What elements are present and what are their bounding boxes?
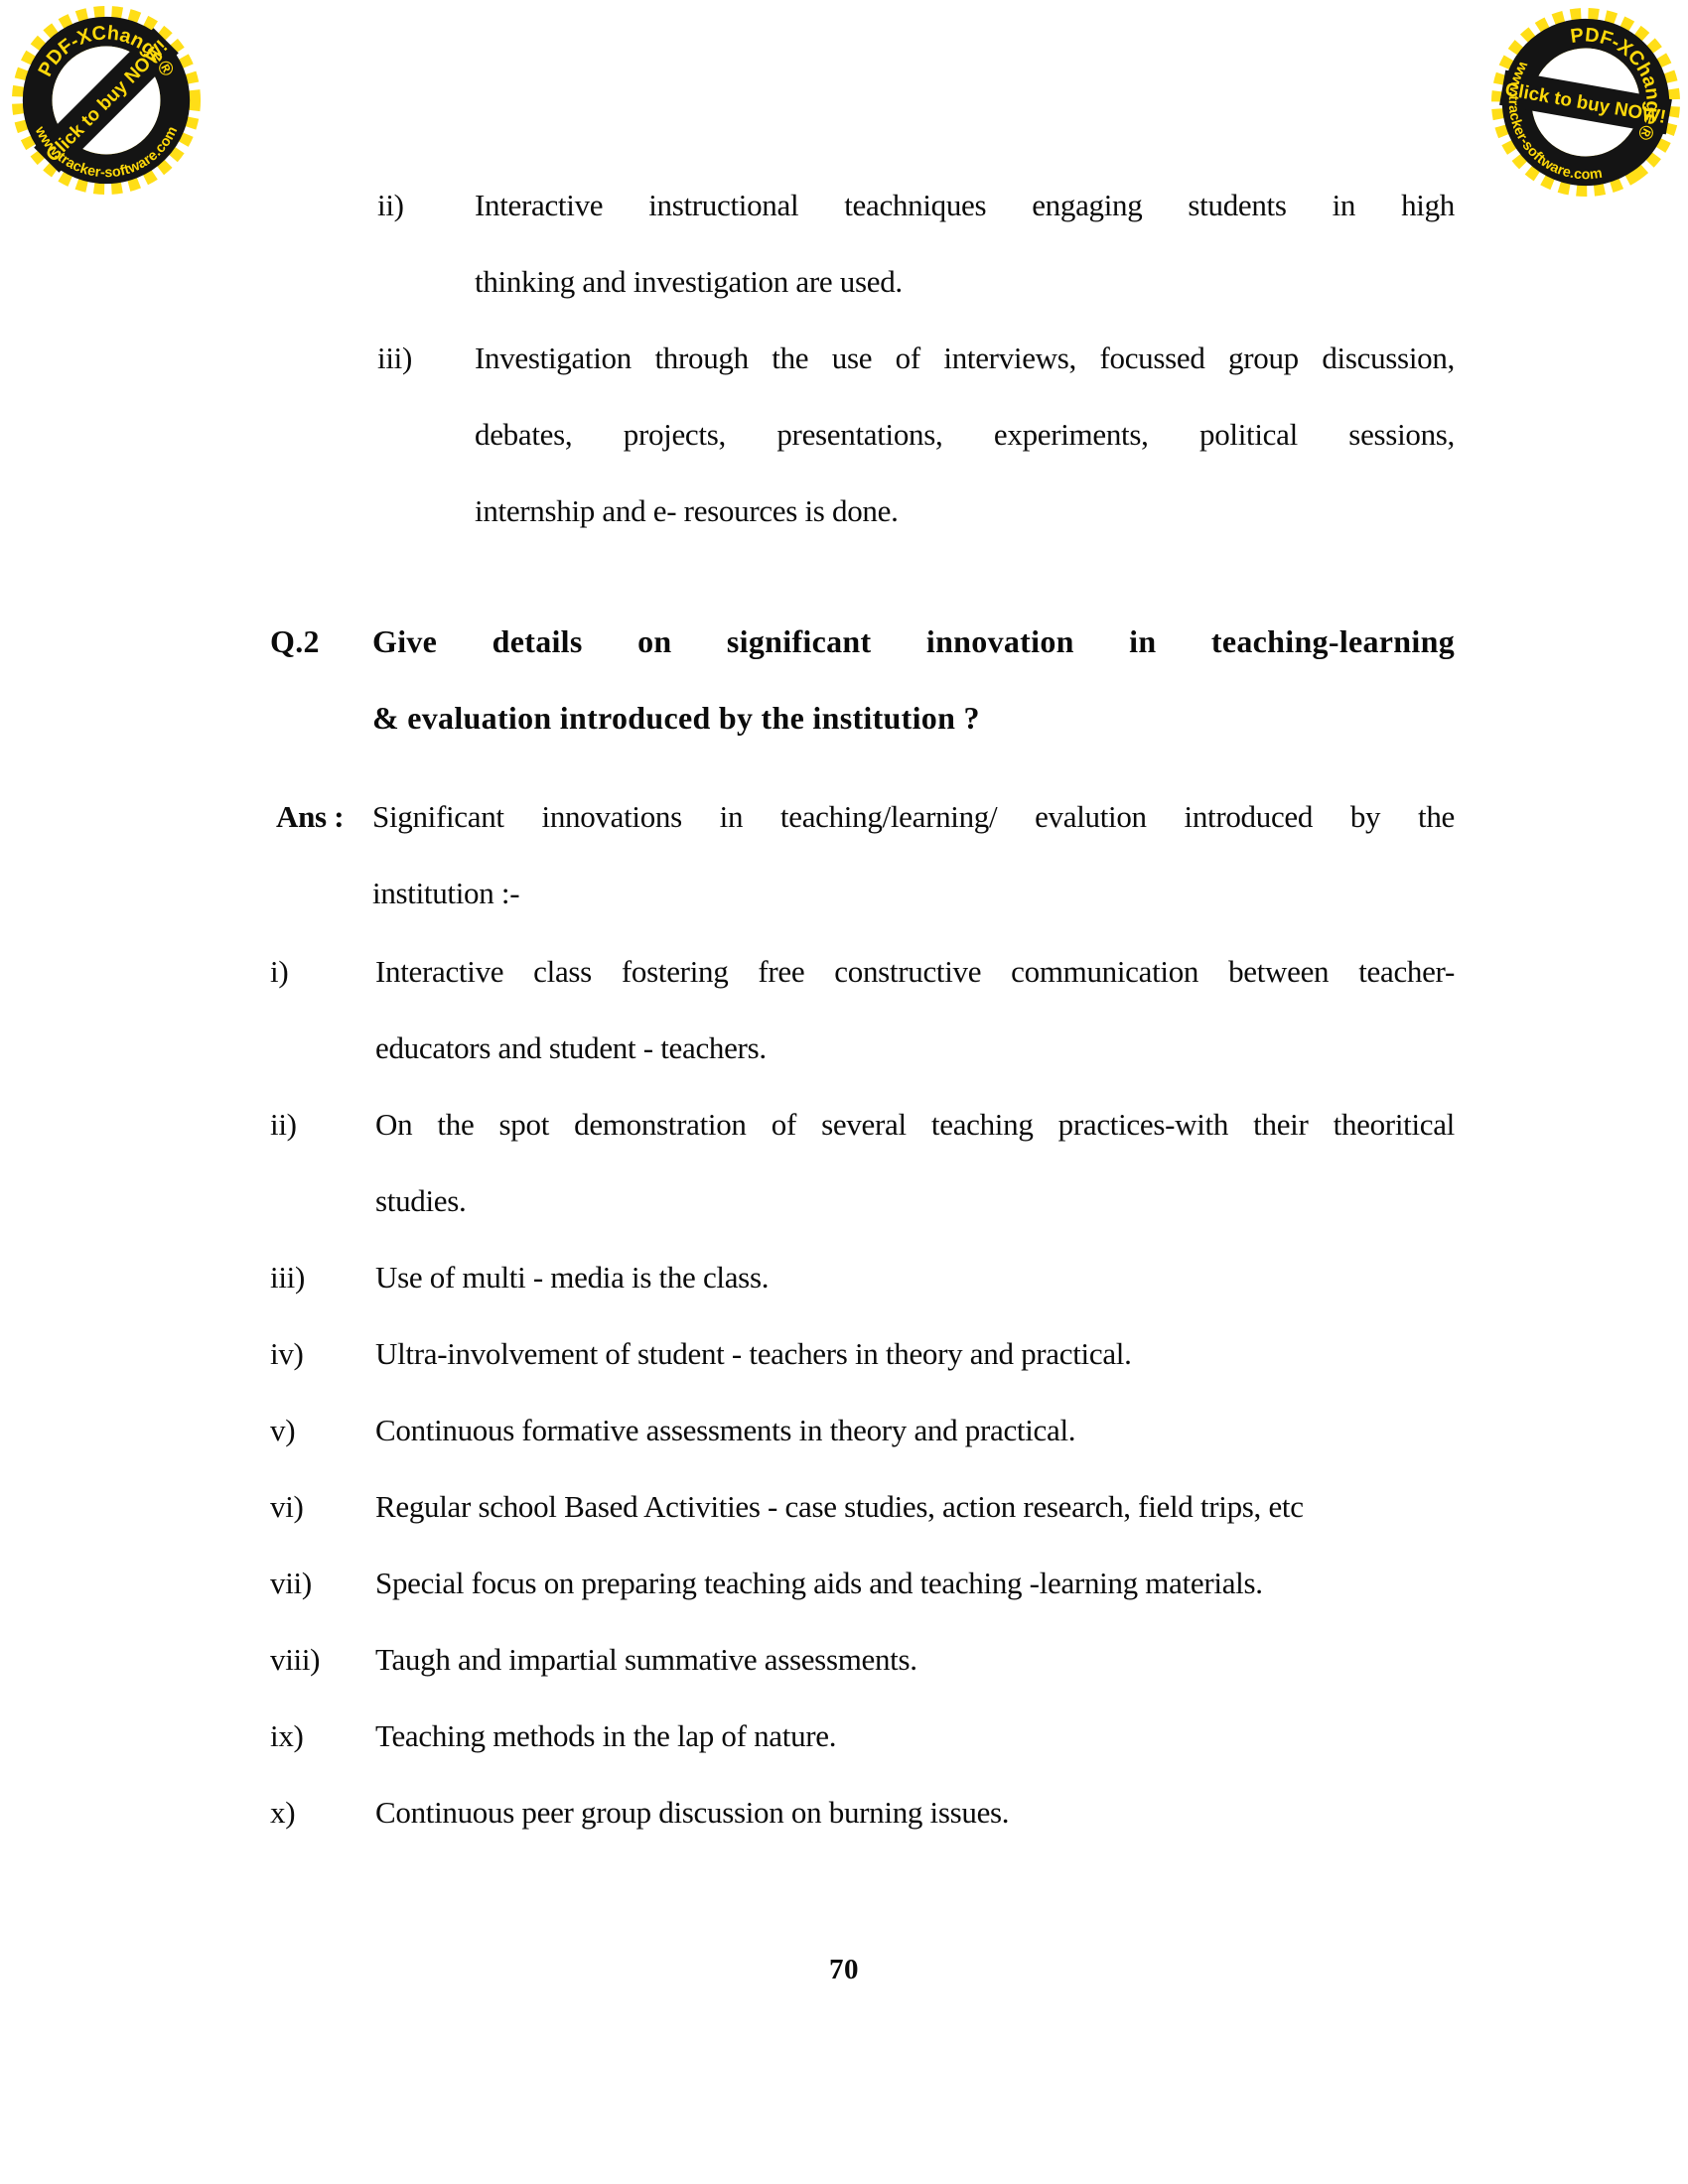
- list-item-numeral: ii): [377, 188, 404, 222]
- text-line: thinking and investigation are used.: [475, 264, 903, 299]
- list-item-text: [375, 1392, 1455, 1468]
- list-item-numeral: ii): [270, 1107, 297, 1142]
- list-item-numeral: iii): [270, 1260, 305, 1295]
- list-item-text: [475, 167, 1455, 320]
- pdf-xchange-watermark-stamp-right[interactable]: [1449, 0, 1688, 239]
- list-item-text: [375, 1698, 1455, 1774]
- text-line: Regular school Based Activities - case studies, action research, field trips, etc: [375, 1489, 1304, 1524]
- text-line: Interactive class fostering free constructive communication between teacher-: [375, 954, 1455, 989]
- text-line: Significant innovations in teaching/learning/ evalution introduced by the: [372, 799, 1455, 834]
- list-item: [270, 1315, 1455, 1392]
- text-line: studies.: [375, 1183, 467, 1218]
- list-item-text: [375, 1086, 1455, 1239]
- list-item: [270, 1698, 1455, 1774]
- list-item-numeral: i): [270, 954, 289, 989]
- text-line: Give details on significant innovation in teaching-learning: [372, 623, 1455, 659]
- list-item-numeral: iv): [270, 1336, 304, 1371]
- text-line: debates, projects, presentations, experiments, political sessions,: [475, 417, 1455, 452]
- text-line: Continuous formative assessments in theory and practical.: [375, 1413, 1076, 1447]
- list-item-numeral: viii): [270, 1642, 321, 1677]
- list-item: [270, 1239, 1455, 1315]
- text-line: institution :-: [372, 876, 520, 910]
- list-item-numeral: v): [270, 1413, 296, 1447]
- answer-intro: [276, 778, 1455, 931]
- question-text: [372, 604, 1455, 756]
- text-line: Teaching methods in the lap of nature.: [375, 1718, 837, 1753]
- list-item-text: [375, 1239, 1455, 1315]
- text-line: Special focus on preparing teaching aids and teaching -learning materials.: [375, 1566, 1263, 1600]
- text-line: On the spot demonstration of several teaching practices-with their theoritical: [375, 1107, 1455, 1142]
- text-line: internship and e- resources is done.: [475, 493, 899, 528]
- list-item-numeral: vi): [270, 1489, 304, 1524]
- text-line: educators and student - teachers.: [375, 1030, 767, 1065]
- list-item-text: [375, 1621, 1455, 1698]
- list-item-numeral: vii): [270, 1566, 312, 1600]
- text-line: Investigation through the use of interviews, focussed group discussion,: [475, 341, 1455, 375]
- list-item-numeral: ix): [270, 1718, 304, 1753]
- text-line: Continuous peer group discussion on burning issues.: [375, 1795, 1010, 1830]
- page-number: 70: [829, 1954, 859, 1985]
- list-item-text: [475, 320, 1455, 549]
- list-item-numeral: x): [270, 1795, 296, 1830]
- answer-list: [270, 933, 1455, 1850]
- text-line: Use of multi - media is the class.: [375, 1260, 770, 1295]
- list-item: [270, 1545, 1455, 1621]
- list-item-text: [375, 1774, 1455, 1850]
- list-item-text: [375, 933, 1455, 1086]
- text-line: Interactive instructional teachniques engaging students in high: [475, 188, 1455, 222]
- list-item-numeral: iii): [377, 341, 412, 375]
- question-heading: [270, 604, 1455, 756]
- answer-label: Ans :: [276, 799, 345, 834]
- list-item: [270, 933, 1455, 1086]
- pdf-xchange-watermark-stamp-left[interactable]: [8, 2, 205, 199]
- top-list: [377, 167, 1455, 549]
- list-item: [270, 1774, 1455, 1850]
- text-line: Taugh and impartial summative assessments.: [375, 1642, 917, 1677]
- list-item-text: [375, 1545, 1455, 1621]
- text-line: Ultra-involvement of student - teachers in theory and practical.: [375, 1336, 1132, 1371]
- list-item-text: [375, 1315, 1455, 1392]
- question-number: Q.2: [270, 623, 320, 659]
- list-item: [270, 1392, 1455, 1468]
- answer-text: [372, 778, 1455, 931]
- list-item: [270, 1086, 1455, 1239]
- list-item: [270, 1468, 1455, 1545]
- list-item: [270, 1621, 1455, 1698]
- list-item-text: [375, 1468, 1455, 1545]
- list-item: [377, 167, 1455, 320]
- text-line: & evaluation introduced by the institution ?: [372, 700, 980, 736]
- list-item: [377, 320, 1455, 549]
